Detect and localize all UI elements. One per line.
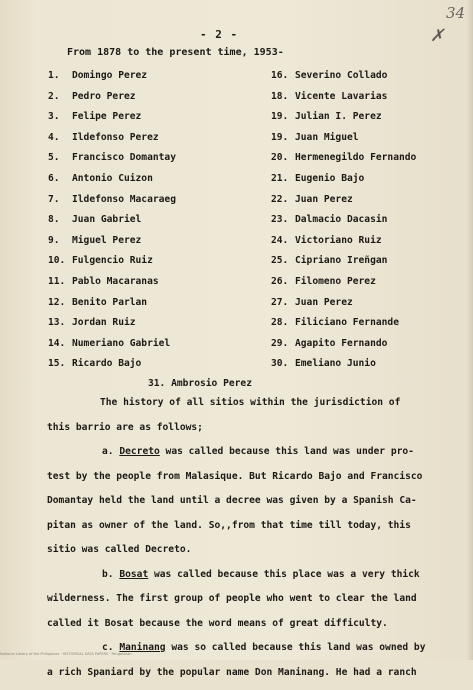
list-item: 4. Ildefonso Perez xyxy=(48,131,176,152)
names-list-left xyxy=(48,69,176,378)
body-line: pitan as owner of the land. So,,from that time till today, this xyxy=(47,519,447,544)
names-list-right xyxy=(271,69,416,378)
list-item: 13. Jordan Ruiz xyxy=(48,316,176,337)
intro-line: this barrio are as follows; xyxy=(47,421,447,446)
sitio-name-bosat: Bosat xyxy=(119,569,148,580)
sitio-name-decreto: Decreto xyxy=(119,446,159,457)
list-item: 7. Ildefonso Macaraeg xyxy=(48,193,176,214)
body-line: test by the people from Malasique. But Ricardo Bajo and Francisco xyxy=(47,470,447,495)
list-item: 26. Filomeno Perez xyxy=(271,275,416,296)
list-item: 22. Juan Perez xyxy=(271,193,416,214)
list-item: 1. Domingo Perez xyxy=(48,69,176,90)
list-item: 6. Antonio Cuizon xyxy=(48,172,176,193)
body-line: sitio was called Decreto. xyxy=(47,543,447,568)
archive-footer-note: National Library of the Philippines · HISTORICAL DATA PAPERS · Pangasinan xyxy=(0,652,132,656)
list-item: 12. Benito Parlan xyxy=(48,296,176,317)
list-item: 19. Juan Miguel xyxy=(271,131,416,152)
history-body xyxy=(47,396,447,690)
list-item: 28. Filiciano Fernande xyxy=(271,316,416,337)
list-item: 23. Dalmacio Dacasin xyxy=(271,213,416,234)
list-item: 16. Severino Collado xyxy=(271,69,416,90)
sitio-c-first-line: c. Maninang was so called because this land was owned by xyxy=(47,641,447,666)
list-heading: From 1878 to the present time, 1953- xyxy=(67,47,284,58)
list-item: 25. Cipriano Ireñgan xyxy=(271,254,416,275)
list-item: 10. Fulgencio Ruiz xyxy=(48,254,176,275)
handwritten-page-number: 34 xyxy=(446,4,465,22)
list-item: 5. Francisco Domantay xyxy=(48,151,176,172)
sitio-name-maninang: Maninang xyxy=(119,642,165,653)
intro-line: The history of all sitios within the jurisdiction of xyxy=(47,396,447,421)
list-item: 15. Ricardo Bajo xyxy=(48,357,176,378)
list-item: 30. Emeliano Junio xyxy=(271,357,416,378)
body-line: Domantay held the land until a decree was given by a Spanish Ca- xyxy=(47,494,447,519)
body-line: a rich Spaniard by the popular name Don Maninang. He had a ranch xyxy=(47,666,447,690)
list-item: 19. Julian I. Perez xyxy=(271,110,416,131)
list-item-31: 31. Ambrosio Perez xyxy=(148,378,252,389)
list-item: 24. Victoriano Ruiz xyxy=(271,234,416,255)
list-item: 8. Juan Gabriel xyxy=(48,213,176,234)
page-number: - 2 - xyxy=(200,28,238,41)
sitio-b-first-line: b. Bosat was called because this place was a very thick xyxy=(47,568,447,593)
list-item: 27. Juan Perez xyxy=(271,296,416,317)
handwritten-check-mark: ✗ xyxy=(430,26,444,46)
list-item: 29. Agapito Fernando xyxy=(271,337,416,358)
body-line: called it Bosat because the word means of great difficulty. xyxy=(47,617,447,642)
list-item: 20. Hermenegildo Fernando xyxy=(271,151,416,172)
body-line: wilderness. The first group of people who went to clear the land xyxy=(47,592,447,617)
list-item: 18. Vicente Lavarias xyxy=(271,90,416,111)
list-item: 9. Miguel Perez xyxy=(48,234,176,255)
list-item: 21. Eugenio Bajo xyxy=(271,172,416,193)
list-item: 2. Pedro Perez xyxy=(48,90,176,111)
list-item: 11. Pablo Macaranas xyxy=(48,275,176,296)
sitio-a-first-line: a. Decreto was called because this land was under pro- xyxy=(47,445,447,470)
page-edge-shadow xyxy=(467,0,473,660)
list-item: 14. Numeriano Gabriel xyxy=(48,337,176,358)
list-item: 3. Felipe Perez xyxy=(48,110,176,131)
